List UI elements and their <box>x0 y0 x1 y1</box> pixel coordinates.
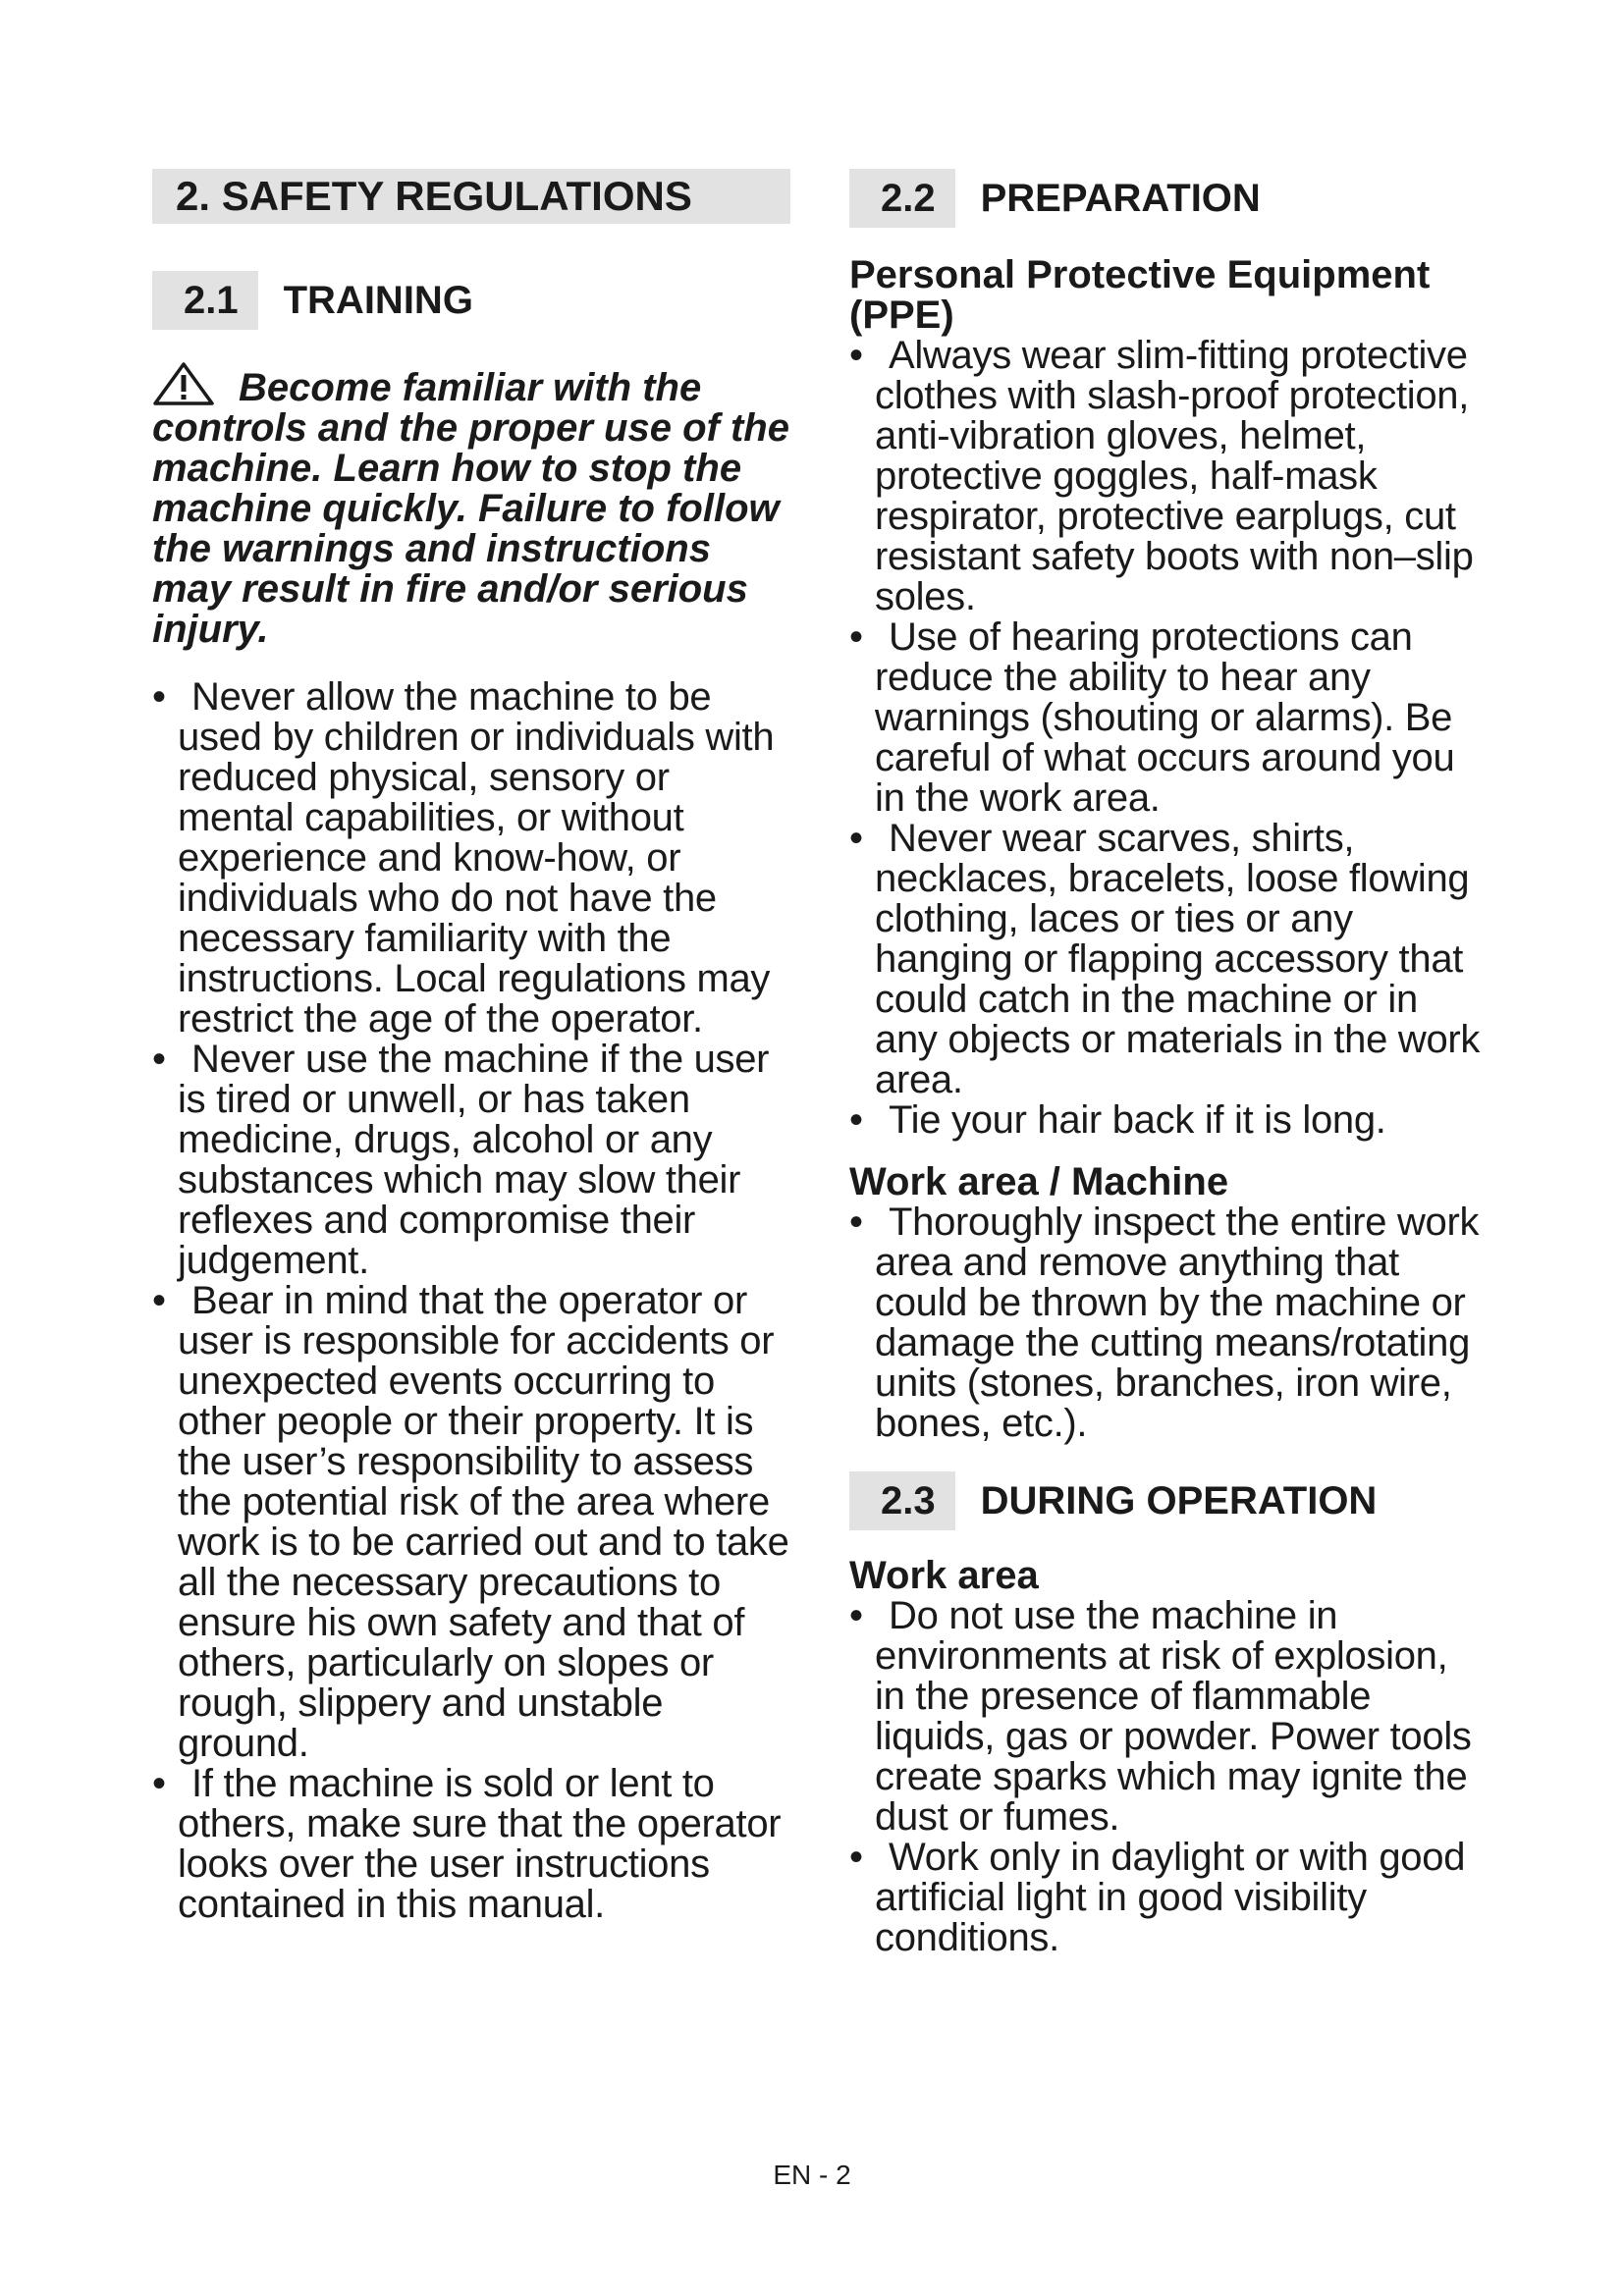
ppe-heading: Personal Protective Equipment (PPE) <box>849 253 1431 337</box>
list-item: • If the machine is sold or lent to others, make sure that the operator looks over the user instructions contained in this manual. <box>152 1764 790 1925</box>
warning-text: Become familiar with the controls and the proper use of the machine. Learn how to stop the machine quickly. Failure to follow the warnings and instructions may result in fire and/or serious injury. <box>152 366 789 651</box>
list-item: • Never wear scarves, shirts, necklaces, bracelets, loose flowing clothing, laces or ties or any hanging or flapping accessory that could catch in the machine or in any objects or materials in the work area. <box>849 819 1488 1100</box>
work-area-bullet-list <box>849 1596 1488 1958</box>
list-item: • Never use the machine if the user is tired or unwell, or has taken medicine, drugs, alcohol or any substances which may slow their reflexes and compromise their judgement. <box>152 1040 790 1281</box>
list-item: • Work only in daylight or with good artificial light in good visibility conditions. <box>849 1838 1488 1958</box>
ppe-bullet-list <box>849 336 1488 1141</box>
right-column <box>849 169 1488 1958</box>
list-item: • Use of hearing protections can reduce the ability to hear any warnings (shouting or alarms). Be careful of what occurs around you in the work area. <box>849 617 1488 819</box>
section-number: 2.3 <box>849 1471 955 1530</box>
section-number: 2.1 <box>152 271 258 330</box>
section-title: TRAINING <box>283 278 473 322</box>
page-number: EN - 2 <box>773 2160 851 2190</box>
list-item: • Never allow the machine to be used by children or individuals with reduced physical, sensory or mental capabilities, or without experience and know-how, or individuals who do not have the necessary familiarity with the instructions. Local regulations may restrict the age of the operator. <box>152 677 790 1040</box>
section-2-2-heading <box>849 169 1488 228</box>
section-2-3-heading <box>849 1471 1488 1530</box>
training-bullet-list <box>152 677 790 1925</box>
list-item: • Do not use the machine in environments at risk of explosion, in the presence of flammable liquids, gas or powder. Power tools create sparks which may ignite the dust or fumes. <box>849 1596 1488 1838</box>
section-title: PREPARATION <box>980 176 1261 220</box>
section-2-1-heading <box>152 271 790 330</box>
main-heading: 2. SAFETY REGULATIONS <box>152 169 790 224</box>
list-item: • Thoroughly inspect the entire work area and remove anything that could be thrown by the machine or damage the cutting means/rotating units (stones, branches, iron wire, bones, etc.). <box>849 1202 1488 1444</box>
section-number: 2.2 <box>849 169 955 228</box>
warning-triangle-icon <box>152 361 215 406</box>
section-title: DURING OPERATION <box>980 1478 1378 1522</box>
list-item: • Tie your hair back if it is long. <box>849 1100 1488 1141</box>
warning-paragraph <box>152 361 790 650</box>
work-area-machine-heading: Work area / Machine <box>849 1160 1229 1203</box>
list-item: • Bear in mind that the operator or user is responsible for accidents or unexpected events occurring to other people or their property. It is the user’s responsibility to assess the potential risk of the area where work is to be carried out and to take all the necessary precautions to ensure his own safety and that of others, particularly on slopes or rough, slippery and unstable ground. <box>152 1281 790 1764</box>
list-item: • Always wear slim-fitting protective clothes with slash-proof protection, anti-vibration gloves, helmet, protective goggles, half-mask respirator, protective earplugs, cut resistant safety boots with non–slip soles. <box>849 336 1488 617</box>
work-machine-bullet-list <box>849 1202 1488 1444</box>
left-column <box>152 169 790 1925</box>
work-area-heading: Work area <box>849 1554 1039 1597</box>
